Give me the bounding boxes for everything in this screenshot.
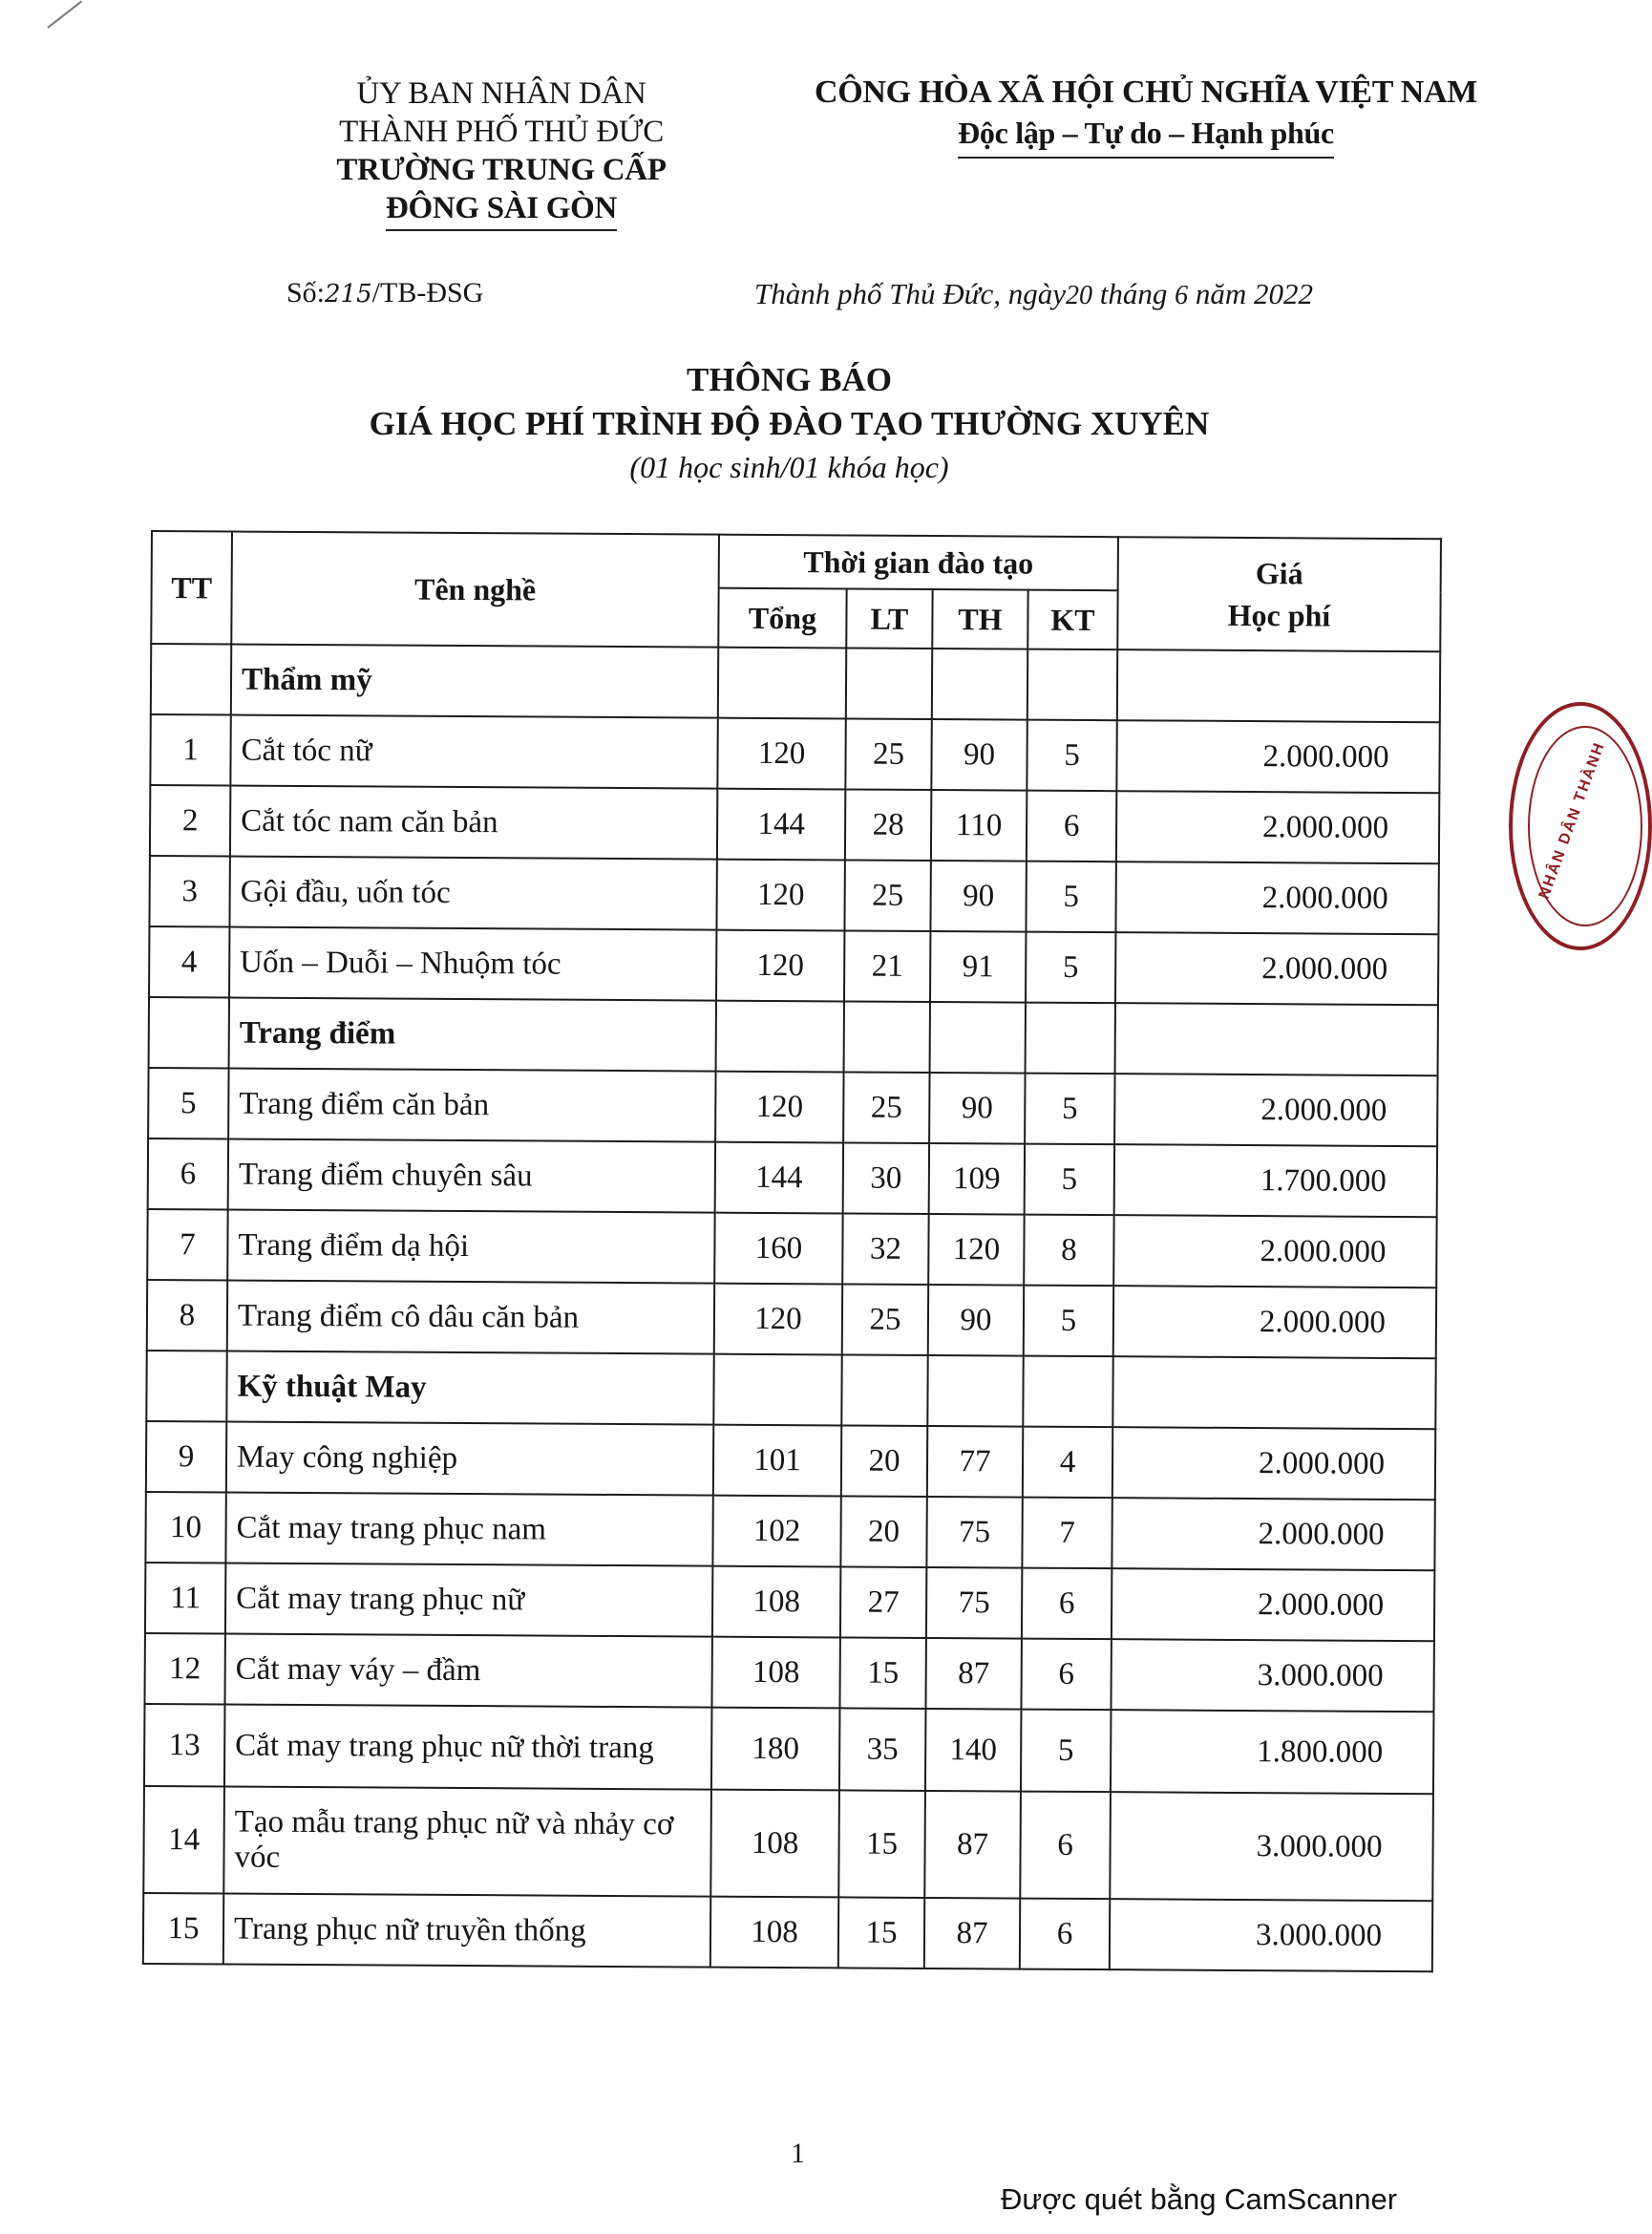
tuition-fee: 2.000.000 — [1115, 932, 1438, 1005]
exam-hours: 4 — [1023, 1427, 1112, 1499]
table-row — [143, 1786, 1433, 1901]
tuition-fee: 2.000.000 — [1115, 862, 1438, 934]
empty-cell — [844, 1001, 930, 1073]
theory-hours: 25 — [843, 1072, 929, 1143]
title-subject: GIÁ HỌC PHÍ TRÌNH ĐỘ ĐÀO TẠO THƯỜNG XUYÊN — [369, 405, 1210, 442]
tuition-fee: 2.000.000 — [1116, 791, 1439, 863]
course-name: Cắt tóc nữ — [230, 715, 717, 789]
category-tt-cell — [151, 644, 231, 715]
exam-hours: 6 — [1022, 1568, 1112, 1640]
theory-hours: 25 — [845, 718, 931, 790]
total-hours: 120 — [716, 860, 844, 931]
reference-handwritten-number: 215 — [325, 280, 372, 309]
empty-cell — [1115, 1003, 1438, 1075]
tuition-fee: 2.000.000 — [1113, 1215, 1436, 1287]
table-row — [149, 926, 1438, 1005]
row-number: 3 — [149, 856, 229, 927]
row-number: 14 — [143, 1786, 224, 1894]
header-kt: KT — [1027, 590, 1117, 650]
exam-hours: 6 — [1027, 791, 1116, 862]
total-hours: 120 — [715, 1072, 843, 1143]
practice-hours: 91 — [930, 931, 1026, 1003]
table-row — [150, 785, 1439, 863]
row-number: 2 — [150, 785, 230, 857]
date-month: 6 — [1175, 281, 1189, 310]
category-row — [146, 1351, 1435, 1429]
category-name: Kỹ thuật May — [226, 1351, 713, 1425]
total-hours: 180 — [711, 1708, 840, 1791]
course-name: Cắt may trang phục nam — [225, 1493, 712, 1566]
header-total: Tổng — [718, 588, 846, 649]
row-number: 12 — [144, 1633, 224, 1705]
theory-hours: 20 — [841, 1425, 927, 1497]
date-day: 20 — [1066, 281, 1093, 310]
course-name: Tạo mẫu trang phục nữ và nhảy cơ vóc — [223, 1786, 711, 1896]
course-name: Cắt may váy – đầm — [224, 1633, 711, 1707]
exam-hours: 6 — [1020, 1792, 1111, 1900]
row-number: 10 — [145, 1492, 225, 1564]
national-header — [773, 73, 1518, 159]
table-row — [147, 1209, 1436, 1287]
date-prefix: Thành phố Thủ Đức, ngày — [754, 277, 1067, 310]
practice-hours: 77 — [927, 1426, 1023, 1498]
empty-cell — [1117, 649, 1440, 722]
tuition-fee: 1.700.000 — [1114, 1144, 1437, 1217]
exam-hours: 5 — [1026, 932, 1115, 1004]
tuition-fee: 2.000.000 — [1112, 1498, 1434, 1570]
theory-hours: 21 — [844, 930, 930, 1002]
practice-hours: 109 — [929, 1143, 1025, 1215]
practice-hours: 90 — [930, 861, 1026, 932]
header-name: Tên nghề — [231, 532, 719, 648]
tuition-fee: 2.000.000 — [1112, 1427, 1435, 1500]
theory-hours: 27 — [840, 1566, 926, 1638]
course-name: Trang phục nữ truyền thống — [223, 1893, 710, 1967]
table-row — [146, 1421, 1435, 1500]
total-hours: 108 — [710, 1790, 839, 1898]
header-lt: LT — [846, 588, 932, 649]
row-number: 9 — [146, 1421, 226, 1493]
empty-cell — [841, 1354, 927, 1426]
course-name: Trang điểm dạ hội — [227, 1210, 714, 1284]
practice-hours: 75 — [926, 1497, 1022, 1568]
theory-hours: 35 — [839, 1708, 926, 1791]
empty-cell — [927, 1355, 1023, 1427]
table-body — [143, 644, 1440, 1971]
course-name: Trang điểm cô dâu căn bản — [227, 1281, 714, 1354]
pen-mark — [47, 1, 82, 29]
category-row — [149, 997, 1438, 1075]
row-number: 1 — [150, 714, 230, 786]
course-name: Cắt may trang phục nữ thời trang — [224, 1704, 712, 1789]
theory-hours: 25 — [842, 1284, 928, 1355]
tuition-fee: 3.000.000 — [1111, 1639, 1433, 1712]
reference-prefix: Số: — [286, 277, 326, 309]
exam-hours: 5 — [1026, 862, 1115, 933]
exam-hours: 6 — [1020, 1899, 1110, 1970]
date-year: năm 2022 — [1188, 277, 1314, 310]
table-row — [147, 1280, 1436, 1358]
total-hours: 120 — [717, 718, 845, 790]
practice-hours: 87 — [924, 1898, 1020, 1969]
tuition-fee: 3.000.000 — [1110, 1899, 1432, 1971]
row-number: 8 — [147, 1280, 227, 1351]
practice-hours: 90 — [929, 1073, 1025, 1144]
tuition-fee: 3.000.000 — [1110, 1792, 1433, 1901]
issuing-authority — [310, 74, 692, 231]
total-hours: 160 — [714, 1213, 842, 1285]
header-fee — [1117, 537, 1441, 651]
category-tt-cell — [146, 1351, 226, 1422]
table-header-row — [152, 531, 1441, 592]
exam-hours: 5 — [1025, 1074, 1114, 1145]
row-number: 5 — [148, 1068, 228, 1139]
table-row — [145, 1563, 1434, 1641]
authority-line-2: THÀNH PHỐ THỦ ĐỨC — [339, 115, 664, 149]
tuition-fee: 2.000.000 — [1113, 1286, 1436, 1358]
empty-cell — [930, 1002, 1026, 1074]
empty-cell — [1023, 1356, 1112, 1428]
total-hours: 108 — [711, 1637, 839, 1709]
total-hours: 108 — [712, 1566, 840, 1638]
empty-cell — [1026, 1003, 1115, 1074]
practice-hours: 120 — [928, 1214, 1024, 1286]
header-fee-line-1: Giá — [1255, 556, 1303, 591]
page-number: 1 — [791, 2138, 805, 2169]
exam-hours: 5 — [1025, 1144, 1114, 1216]
row-number: 4 — [149, 926, 229, 998]
practice-hours: 75 — [926, 1567, 1022, 1639]
theory-hours: 30 — [843, 1142, 929, 1214]
exam-hours: 6 — [1021, 1639, 1111, 1711]
exam-hours: 7 — [1022, 1498, 1112, 1569]
course-name: Cắt tóc nam căn bản — [230, 786, 717, 860]
row-number: 13 — [144, 1704, 225, 1787]
row-number: 15 — [143, 1893, 223, 1965]
title-note: (01 học sinh/01 khóa học) — [629, 450, 949, 484]
national-motto: Độc lập – Tự do – Hạnh phúc — [958, 113, 1334, 159]
empty-cell — [846, 648, 932, 719]
practice-hours: 90 — [931, 719, 1027, 791]
theory-hours: 15 — [838, 1897, 924, 1968]
school-name-line-1: TRƯỜNG TRUNG CẤP — [336, 153, 667, 187]
exam-hours: 5 — [1027, 720, 1116, 792]
date-month-label: tháng — [1092, 277, 1175, 310]
title-notice: THÔNG BÁO — [687, 361, 892, 398]
reference-number — [286, 277, 483, 309]
practice-hours: 140 — [925, 1709, 1022, 1792]
theory-hours: 15 — [839, 1637, 925, 1709]
category-row — [151, 644, 1440, 722]
row-number: 7 — [147, 1209, 227, 1281]
category-tt-cell — [149, 997, 229, 1069]
row-number: 11 — [145, 1563, 225, 1634]
tuition-fee: 2.000.000 — [1116, 720, 1439, 793]
exam-hours: 5 — [1024, 1286, 1113, 1357]
exam-hours: 8 — [1024, 1215, 1113, 1287]
row-number: 6 — [148, 1138, 228, 1210]
place-and-date — [754, 277, 1313, 311]
country-name: CÔNG HÒA XÃ HỘI CHỦ NGHĨA VIỆT NAM — [814, 74, 1478, 110]
tuition-fee: 1.800.000 — [1111, 1710, 1434, 1794]
total-hours: 120 — [714, 1284, 842, 1355]
authority-line-1: ỦY BAN NHÂN DÂN — [356, 76, 646, 111]
practice-hours: 87 — [924, 1791, 1021, 1899]
course-name: Gội đầu, uốn tóc — [229, 857, 716, 930]
header-training-time: Thời gian đào tạo — [719, 535, 1118, 591]
exam-hours: 5 — [1021, 1710, 1112, 1793]
practice-hours: 110 — [931, 790, 1027, 862]
total-hours: 120 — [716, 930, 844, 1002]
tuition-fee: 2.000.000 — [1114, 1074, 1437, 1146]
header-th: TH — [932, 589, 1027, 649]
total-hours: 101 — [713, 1425, 841, 1497]
practice-hours: 90 — [928, 1285, 1024, 1356]
course-name: Trang điểm căn bản — [228, 1069, 715, 1142]
empty-cell — [1112, 1356, 1435, 1429]
table-row — [144, 1633, 1433, 1712]
table-row — [149, 856, 1438, 934]
empty-cell — [1027, 649, 1117, 721]
course-name: May công nghiệp — [226, 1422, 713, 1496]
course-name: Trang điểm chuyên sâu — [228, 1139, 715, 1213]
document-title — [0, 358, 1578, 488]
school-name-line-2: ĐÔNG SÀI GÒN — [386, 189, 617, 231]
practice-hours: 87 — [925, 1638, 1021, 1710]
tuition-fee: 2.000.000 — [1112, 1568, 1434, 1641]
scanner-watermark: Được quét bằng CamScanner — [1001, 2182, 1398, 2216]
category-name: Trang điểm — [229, 998, 716, 1072]
tuition-fee-table — [142, 530, 1442, 1972]
table-row — [145, 1492, 1434, 1570]
empty-cell — [713, 1354, 841, 1426]
reference-suffix: /TB-ĐSG — [371, 277, 484, 309]
theory-hours: 25 — [844, 860, 930, 931]
theory-hours: 32 — [842, 1213, 928, 1285]
table-row — [144, 1704, 1434, 1794]
empty-cell — [718, 648, 846, 719]
table-row — [148, 1068, 1437, 1146]
table-row — [143, 1893, 1432, 1971]
table-row — [148, 1138, 1437, 1217]
course-name: Uốn – Duỗi – Nhuộm tóc — [229, 927, 716, 1001]
header-fee-line-2: Học phí — [1227, 597, 1331, 633]
total-hours: 144 — [717, 789, 845, 861]
total-hours: 108 — [710, 1897, 838, 1968]
category-name: Thẩm mỹ — [231, 645, 718, 718]
theory-hours: 15 — [838, 1790, 925, 1898]
theory-hours: 20 — [840, 1496, 926, 1567]
total-hours: 102 — [712, 1496, 840, 1567]
theory-hours: 28 — [845, 789, 931, 861]
course-name: Cắt may trang phục nữ — [225, 1563, 712, 1636]
empty-cell — [716, 1001, 844, 1073]
empty-cell — [932, 649, 1027, 720]
stamp-text: NHÂN DÂN THÀNH — [1536, 739, 1609, 902]
table-row — [150, 714, 1439, 793]
total-hours: 144 — [715, 1142, 843, 1214]
header-tt: TT — [151, 531, 232, 645]
